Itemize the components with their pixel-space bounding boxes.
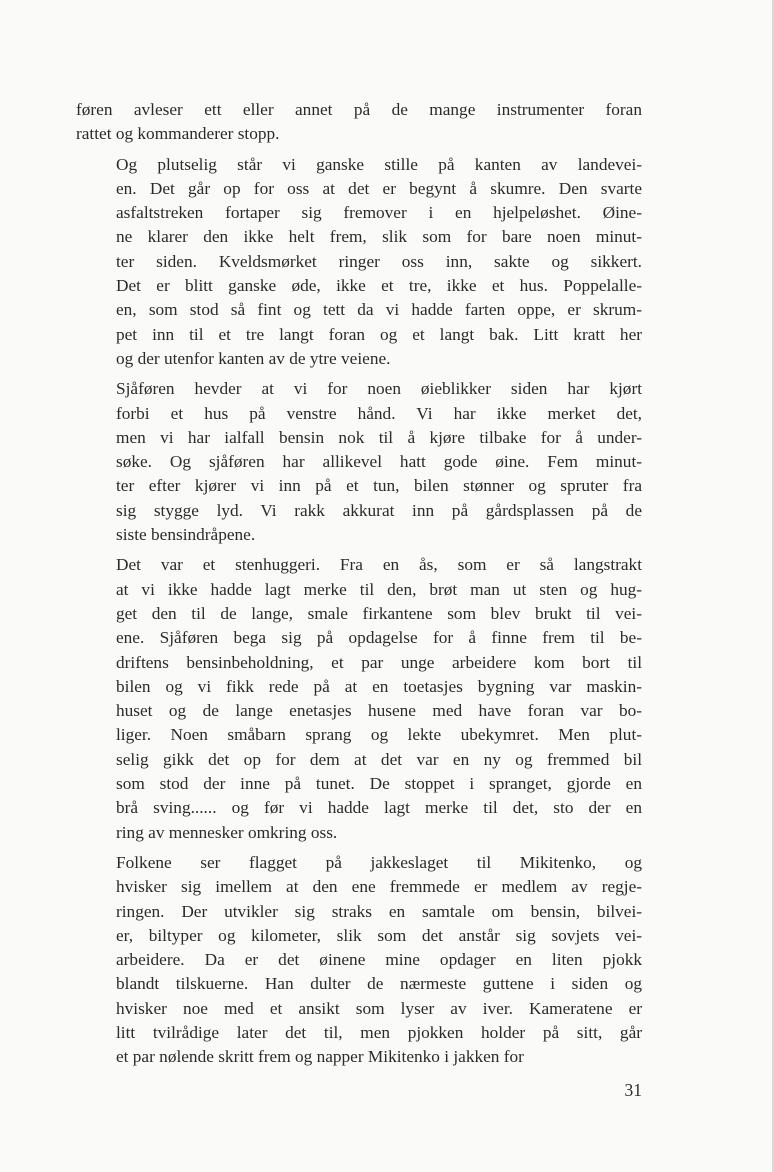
text-line: hvisker noe med et ansikt som lyser av iver. Kameratene er [116, 998, 642, 1018]
text-line: og der utenfor kanten av de ytre veiene. [116, 348, 391, 368]
text-line: Folkene ser flagget på jakkeslaget til Mikitenko, og [116, 852, 642, 872]
text-line: føren avleser ett eller annet på de mange instrumenter foran [76, 100, 642, 119]
text-line: Og plutselig står vi ganske stille på kanten av landevei- [116, 154, 642, 174]
paragraph [76, 377, 642, 547]
text-line: bilen og vi fikk rede på at en toetasjes bygning var maskin- [116, 676, 642, 696]
text-line: arbeidere. Da er det øinene mine opdager en liten pjokk [116, 950, 642, 970]
text-line: Det var et stenhuggeri. Fra en ås, som er så langstrakt [116, 555, 642, 575]
text-line: pet inn til et tre langt foran og et langt bak. Litt kratt her [116, 324, 642, 344]
text-line: blandt tilskuerne. Han dulter de nærmeste guttene i siden og [116, 974, 642, 994]
text-line: ne klarer den ikke helt frem, slik som for bare noen minut- [116, 227, 642, 247]
text-line: asfaltstreken fortaper sig fremover i en hjelpeløshet. Øine- [116, 203, 642, 223]
text-line: sig stygge lyd. Vi rakk akkurat inn på gårdsplassen på de [116, 500, 642, 520]
paragraph [76, 553, 642, 845]
text-line: ter efter kjører vi inn på et tun, bilen stønner og spruter fra [116, 476, 642, 496]
text-line: er, biltyper og kilometer, slik som det anstår sig sovjets vei- [116, 925, 642, 945]
paragraph [76, 98, 642, 147]
text-line: hvisker sig imellem at den ene fremmede er medlem av regje- [116, 877, 642, 897]
text-line: forbi et hus på venstre hånd. Vi har ikke merket det, [116, 403, 642, 423]
text-line: ring av mennesker omkring oss. [116, 822, 338, 842]
text-line: Det er blitt ganske øde, ikke et tre, ikke et hus. Poppelalle- [116, 276, 642, 296]
text-line: ene. Sjåføren bega sig på opdagelse for å finne frem til be- [116, 628, 642, 648]
text-line: brå sving...... og før vi hadde lagt merke til det, sto der en [116, 798, 642, 818]
page-number: 31 [624, 1080, 642, 1100]
text-line: huset og de lange enetasjes husene med have foran var bo- [116, 701, 642, 721]
text-line: liger. Noen småbarn sprang og lekte ubekymret. Men plut- [116, 725, 642, 745]
paragraph [76, 851, 642, 1070]
text-line: get den til de lange, smale firkantene som blev brukt til vei- [116, 603, 642, 623]
text-line: selig gikk det op for dem at det var en ny og fremmed bil [116, 749, 642, 769]
text-line: som stod der inne på tunet. De stoppet i spranget, gjorde en [116, 774, 642, 794]
text-line: men vi har ialfall bensin nok til å kjøre tilbake for å under- [116, 427, 642, 447]
text-line: rattet og kommanderer stopp. [76, 124, 280, 144]
page-text-block [76, 98, 642, 1070]
text-line: ter siden. Kveldsmørket ringer oss inn, sakte og sikkert. [116, 251, 642, 271]
text-line: driftens bensinbeholdning, et par unge arbeidere kom bort til [116, 652, 642, 672]
text-line: Sjåføren hevder at vi for noen øieblikker siden har kjørt [116, 379, 642, 399]
text-line: et par nølende skritt frem og napper Mikitenko i jakken for [116, 1047, 524, 1067]
text-line: en, som stod så fint og tett da vi hadde farten oppe, er skrum- [116, 300, 642, 320]
paragraph [76, 153, 642, 372]
text-line: litt tvilrådige later det til, men pjokken holder på sitt, går [116, 1022, 642, 1042]
text-line: at vi ikke hadde lagt merke til den, brøt man ut sten og hug- [116, 579, 642, 599]
text-line: søke. Og sjåføren har allikevel hatt gode øine. Fem minut- [116, 452, 642, 472]
text-line: ringen. Der utvikler sig straks en samtale om bensin, bilvei- [116, 901, 642, 921]
text-line: siste bensindråpene. [116, 525, 256, 545]
text-line: en. Det går op for oss at det er begynt å skumre. Den svarte [116, 178, 642, 198]
